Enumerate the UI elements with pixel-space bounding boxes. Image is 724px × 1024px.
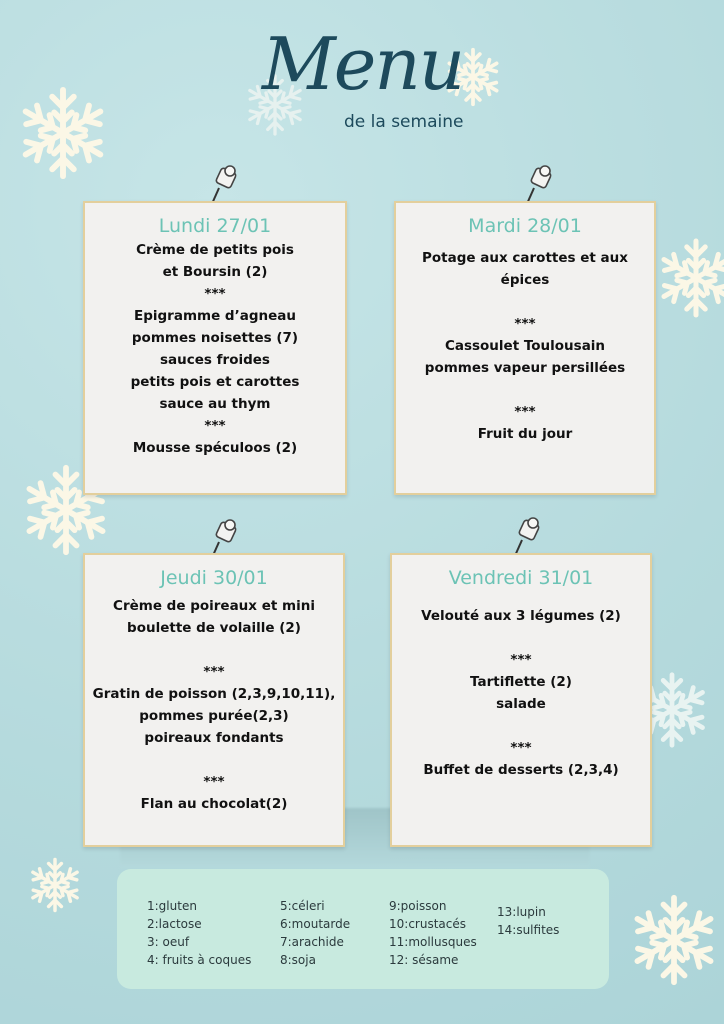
page-title: Menu — [262, 22, 464, 106]
menu-line — [396, 379, 654, 401]
menu-line: *** — [203, 664, 225, 680]
menu-card-tuesday — [394, 201, 656, 495]
menu-line: Mousse spéculoos (2) — [132, 440, 298, 456]
allergen-item: 4: fruits à coques — [147, 953, 252, 967]
menu-line: Tartiflette (2) — [470, 674, 572, 690]
menu-line: poireaux fondants — [144, 730, 284, 746]
menu-line: Gratin de poisson (2,3,9,10,11), — [92, 686, 336, 702]
allergen-item: 10:crustacés — [389, 917, 466, 931]
allergen-item: 13:lupin — [497, 905, 546, 919]
snowflake-icon — [626, 892, 722, 988]
menu-line: petits pois et carottes — [130, 374, 300, 390]
menu-line — [392, 627, 650, 649]
menu-line — [85, 749, 343, 771]
menu-line: épices — [500, 272, 550, 288]
menu-line: Potage aux carottes et aux — [422, 250, 628, 266]
menu-line: boulette de volaille (2) — [127, 620, 301, 636]
allergen-item: 2:lactose — [147, 917, 202, 931]
menu-line: Cassoulet Toulousain — [444, 338, 606, 354]
snowflake-icon — [26, 856, 84, 914]
menu-line: pommes purée(2,3) — [139, 708, 289, 724]
menu-line: *** — [510, 740, 532, 756]
menu-card-friday — [390, 553, 652, 847]
menu-line: Buffet de desserts (2,3,4) — [423, 762, 619, 778]
menu-line: salade — [496, 696, 546, 712]
allergen-item: 8:soja — [280, 953, 316, 967]
menu-line — [392, 715, 650, 737]
day-title: Vendredi 31/01 — [448, 567, 594, 589]
page-subtitle: de la semaine — [344, 112, 464, 132]
menu-line: Flan au chocolat(2) — [140, 796, 288, 812]
menu-line: Crème de poireaux et mini — [113, 598, 315, 614]
day-title: Jeudi 30/01 — [160, 567, 268, 589]
day-title: Lundi 27/01 — [158, 215, 272, 237]
allergen-item: 5:céleri — [280, 899, 325, 913]
menu-line: *** — [203, 774, 225, 790]
menu-line: sauce au thym — [159, 396, 271, 412]
menu-line: pommes vapeur persillées — [424, 360, 626, 376]
day-title: Mardi 28/01 — [468, 215, 582, 237]
menu-line — [85, 639, 343, 661]
menu-card-thursday — [83, 553, 345, 847]
allergen-item: 3: oeuf — [147, 935, 190, 949]
menu-line: *** — [514, 404, 536, 420]
allergen-item: 14:sulfites — [497, 923, 560, 937]
menu-line: sauces froides — [160, 352, 270, 368]
allergen-item: 1:gluten — [147, 899, 197, 913]
menu-card-monday — [83, 201, 347, 495]
allergen-item: 12: sésame — [389, 953, 459, 967]
allergen-item: 6:moutarde — [280, 917, 351, 931]
menu-line: *** — [204, 286, 226, 302]
menu-line: Epigramme d’agneau — [134, 308, 296, 324]
menu-line: pommes noisettes (7) — [131, 330, 299, 346]
allergen-item: 7:arachide — [280, 935, 344, 949]
menu-line: et Boursin (2) — [162, 264, 268, 280]
menu-line: *** — [514, 316, 536, 332]
menu-line: Crème de petits pois — [136, 242, 294, 258]
menu-line — [396, 291, 654, 313]
snowflake-icon — [14, 84, 112, 182]
snowflake-icon — [654, 236, 724, 320]
allergen-legend — [117, 869, 609, 989]
allergen-item: 9:poisson — [389, 899, 447, 913]
menu-line: Velouté aux 3 légumes (2) — [421, 608, 621, 624]
allergen-item: 11:mollusques — [389, 935, 477, 949]
menu-line: *** — [510, 652, 532, 668]
menu-line: *** — [204, 418, 226, 434]
menu-line: Fruit du jour — [477, 426, 573, 442]
